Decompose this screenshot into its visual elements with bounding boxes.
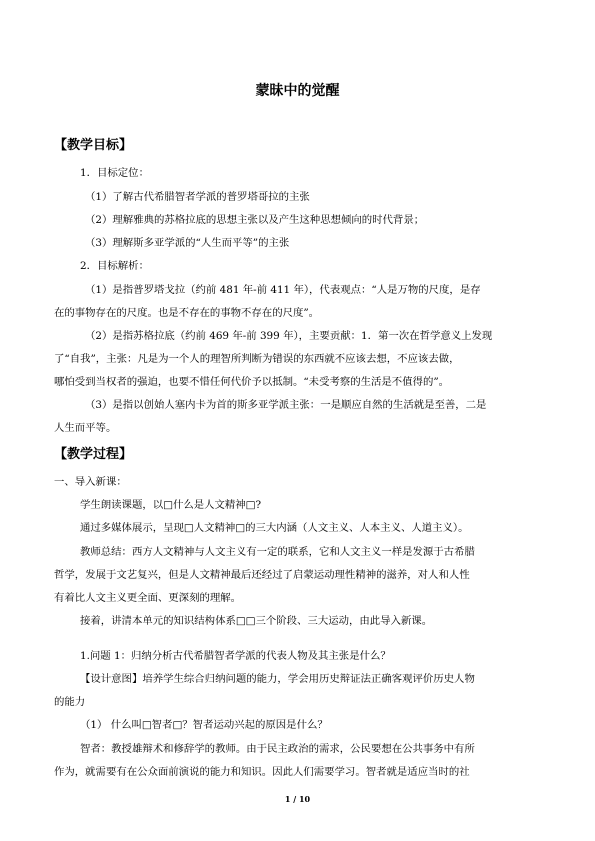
text-line: （1） 什么叫□智者□？智者运动兴起的原因是什么？ — [80, 719, 328, 731]
text-line: 【设计意图】培养学生综合归纳问题的能力，学会用历史辩证法正确客观评价历史人物 — [80, 673, 475, 685]
text-line: （3）是指以创始人塞内卡为首的斯多亚学派主张：一是顺应自然的生活就是至善，二是 — [85, 399, 487, 411]
text-line: 人生而平等。 — [54, 422, 117, 434]
text-line: 的能力 — [54, 696, 86, 708]
text-line: 通过多媒体展示，呈现□人文精神□的三大内涵（人文主义、人本主义、人道主义）。 — [80, 522, 469, 534]
page-title: 蒙昧中的觉醒 — [255, 83, 340, 99]
text-line: 在的事物存在的尺度。也是不存在的事物不存在的尺度”。 — [54, 307, 320, 319]
page-number: 1 / 10 — [284, 794, 311, 804]
text-line: （1）了解古代希腊智者学派的普罗塔哥拉的主张 — [85, 191, 310, 203]
text-line: 哲学，发展于文艺复兴，但是人文精神最后还经过了启蒙运动理性精神的滋养，对人和人性 — [54, 569, 470, 581]
section-heading-goals: 【教学目标】 — [54, 138, 133, 153]
text-line: 1.问题 1：归纳分析古代希腊智者学派的代表人物及其主张是什么？ — [80, 650, 391, 662]
text-line: 接着，讲清本单元的知识结构体系□□三个阶段、三大运动，由此导入新课。 — [80, 615, 433, 627]
text-line: 智者：教授雄辩术和修辞学的教师。由于民主政治的需求，公民要想在公共事务中有所 — [80, 743, 475, 755]
section-heading-process: 【教学过程】 — [54, 447, 133, 462]
text-line: （3）理解斯多亚学派的“人生而平等”的主张 — [85, 237, 290, 249]
text-line: 2．目标解析： — [80, 260, 149, 272]
text-line: 哪怕受到当权者的强迫，也要不惜任何代价予以抵制。“未受考察的生活是不值得的”。 — [54, 376, 450, 388]
text-line: （2）理解雅典的苏格拉底的思想主张以及产生这种思想倾向的时代背景； — [85, 214, 425, 226]
text-line: 一、导入新课： — [54, 476, 127, 488]
text-line: 了“自我”，主张：凡是为一个人的理智所判断为错误的东西就不应该去想，不应该去做， — [54, 353, 460, 365]
text-line: 作为，就需要有在公众面前演说的能力和知识。因此人们需要学习。智者就是适应当时的社 — [54, 766, 470, 778]
text-line: （1）是指普罗塔戈拉（约前 481 年-前 411 年），代表观点：“人是万物的尺度，是存 — [85, 284, 481, 296]
text-line: 有着比人文主义更全面、更深刻的理解。 — [54, 592, 242, 604]
text-line: （2）是指苏格拉底（约前 469 年-前 399 年），主要贡献：1．第一次在哲学意义上发现 — [85, 330, 493, 342]
text-line: 1．目标定位： — [80, 167, 149, 179]
text-line: 学生朗读课题，以□什么是人文精神□? — [80, 499, 262, 511]
text-line: 教师总结：西方人文精神与人文主义有一定的联系，它和人文主义一样是发源于古希腊 — [80, 546, 475, 558]
